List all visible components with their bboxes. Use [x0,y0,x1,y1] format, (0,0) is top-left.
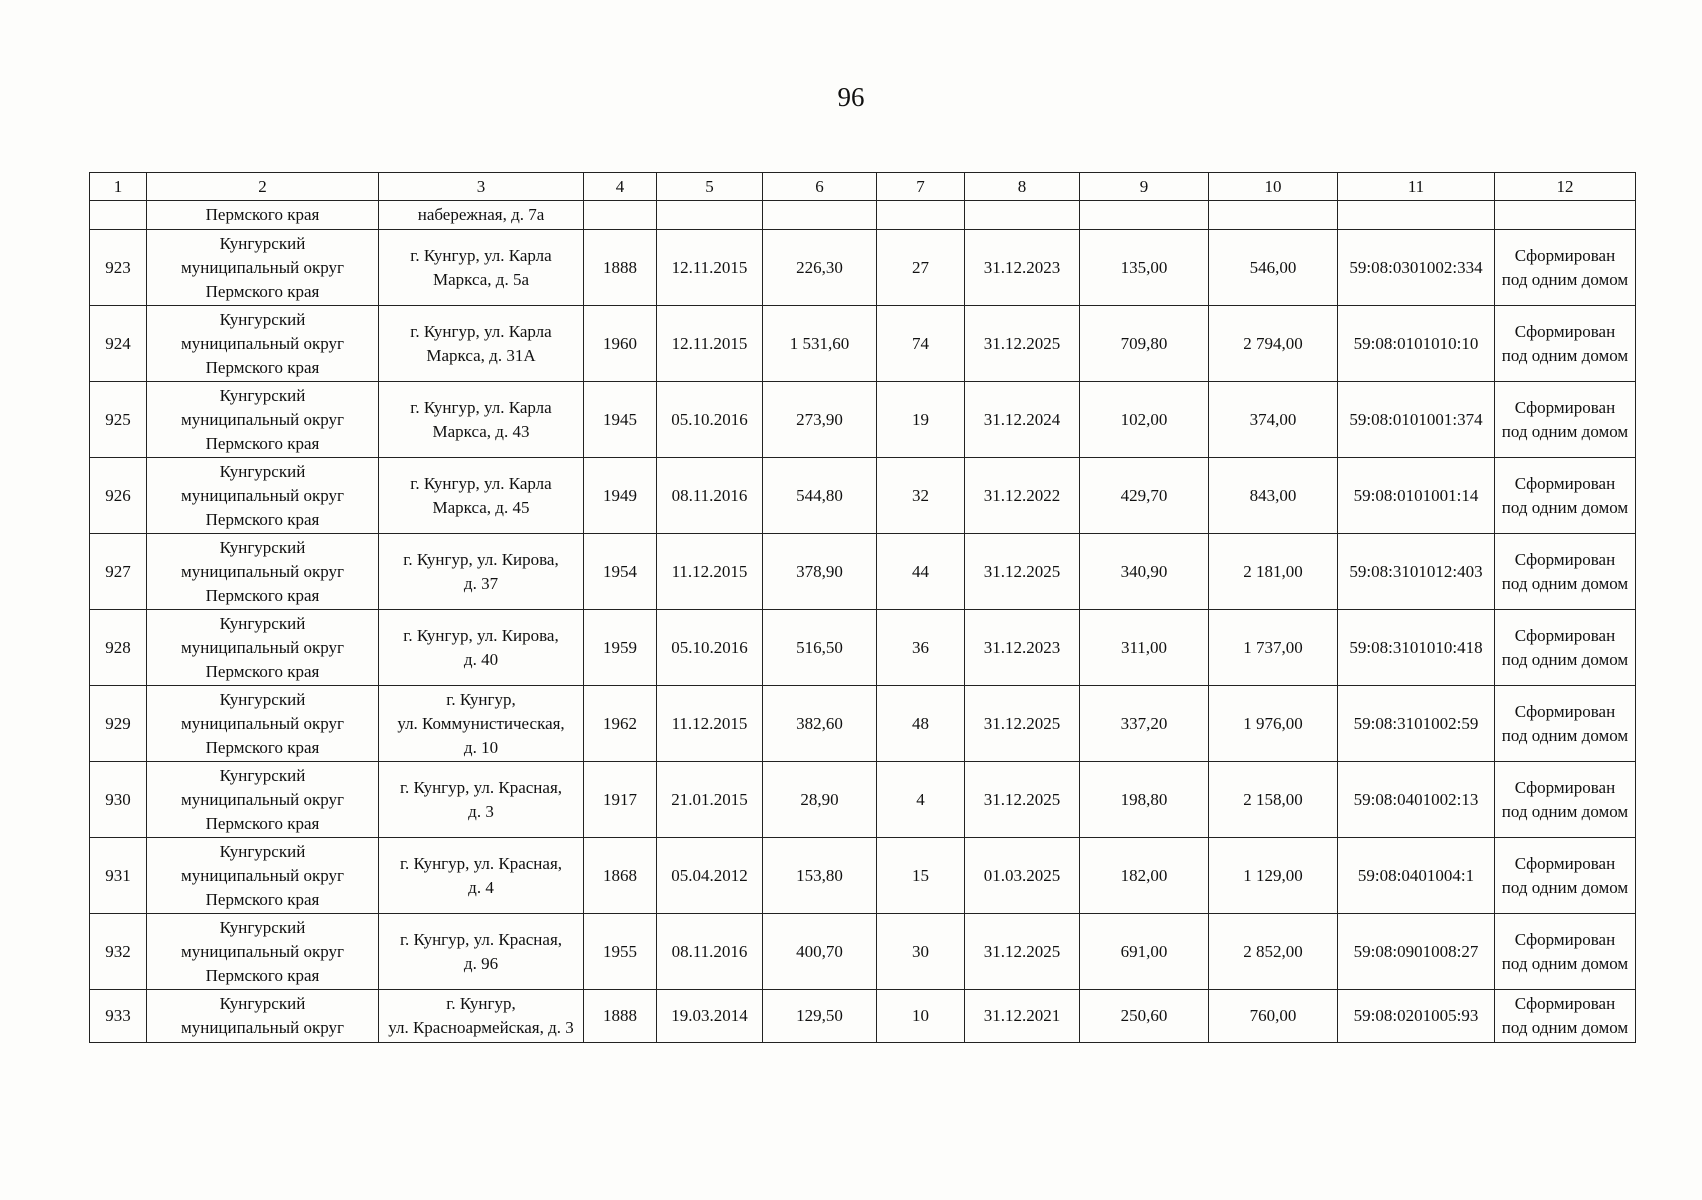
status-cell-line: под одним домом [1501,573,1629,593]
status-cell-line: Сформирован [1514,701,1616,721]
address-cell-line: г. Кунгур, ул. Карла [410,321,552,341]
area-cell: 273,90 [763,382,877,458]
date-recognized-cell: 11.12.2015 [657,686,763,762]
planned-date-cell: 01.03.2025 [965,838,1080,914]
status-cell-line: под одним домом [1501,877,1629,897]
value10-cell: 1 737,00 [1209,610,1338,686]
year-cell: 1945 [584,382,657,458]
row-number: 927 [90,534,147,610]
value10-cell: 2 794,00 [1209,306,1338,382]
residents-cell: 36 [877,610,965,686]
row-number: 928 [90,610,147,686]
address-cell [379,534,584,610]
year-cell: 1868 [584,838,657,914]
value9-cell: 337,20 [1080,686,1209,762]
owner-cell-line: муниципальный округ [180,865,345,885]
owner-cell [147,838,379,914]
owner-cell [147,914,379,990]
planned-date-cell: 31.12.2025 [965,914,1080,990]
year-cell: 1955 [584,914,657,990]
status-cell-line: Сформирован [1514,321,1616,341]
column-number-row [90,173,1636,201]
status-cell-line: под одним домом [1501,421,1629,441]
planned-date-cell: 31.12.2025 [965,686,1080,762]
address-cell-line: Маркса, д. 45 [432,497,530,517]
planned-date-cell: 31.12.2025 [965,534,1080,610]
status-cell [1495,914,1636,990]
continuation-cell [1209,201,1338,230]
address-cell-line: г. Кунгур, ул. Карла [410,473,552,493]
status-cell-line: Сформирован [1514,625,1616,645]
owner-cell-line: Пермского края [205,357,320,377]
area-cell: 153,80 [763,838,877,914]
status-cell [1495,534,1636,610]
value9-cell: 250,60 [1080,990,1209,1043]
owner-cell-line: муниципальный округ [180,637,345,657]
cadastral-number-cell: 59:08:3101012:403 [1338,534,1495,610]
owner-cell-line: Кунгурский [219,613,306,633]
date-recognized-cell: 11.12.2015 [657,534,763,610]
planned-date-cell: 31.12.2022 [965,458,1080,534]
cadastral-number-cell: 59:08:0201005:93 [1338,990,1495,1043]
column-header-5: 5 [657,173,763,201]
owner-cell-line: муниципальный округ [180,485,345,505]
column-header-9: 9 [1080,173,1209,201]
address-cell-line: Маркса, д. 5а [433,269,529,289]
address-cell [379,306,584,382]
address-cell-line: Маркса, д. 43 [432,421,530,441]
year-cell: 1959 [584,610,657,686]
value10-cell: 1 129,00 [1209,838,1338,914]
value9-cell: 311,00 [1080,610,1209,686]
status-cell-line: под одним домом [1501,953,1629,973]
status-cell-line: Сформирован [1514,929,1616,949]
residents-cell: 19 [877,382,965,458]
row-number: 923 [90,230,147,306]
owner-cell [147,686,379,762]
row-number: 924 [90,306,147,382]
cadastral-number-cell: 59:08:3101002:59 [1338,686,1495,762]
table-row [90,458,1636,534]
status-cell [1495,458,1636,534]
planned-date-cell: 31.12.2021 [965,990,1080,1043]
row-number: 933 [90,990,147,1043]
area-cell: 544,80 [763,458,877,534]
owner-cell [147,610,379,686]
table-body [90,173,1636,1043]
date-recognized-cell: 08.11.2016 [657,914,763,990]
area-cell: 382,60 [763,686,877,762]
value9-cell: 135,00 [1080,230,1209,306]
planned-date-cell: 31.12.2023 [965,230,1080,306]
owner-cell [147,458,379,534]
status-cell [1495,686,1636,762]
address-cell-line: д. 10 [463,737,499,757]
address-cell-line: ул. Красноармейская, д. 3 [388,1018,574,1037]
address-cell-line: г. Кунгур, ул. Карла [410,397,552,417]
value9-cell: 691,00 [1080,914,1209,990]
owner-cell-line: Кунгурский [219,765,306,785]
owner-cell-line: муниципальный округ [180,257,345,277]
owner-cell-line: Кунгурский [219,537,306,557]
table-row [90,534,1636,610]
address-cell [379,610,584,686]
address-cell-line: г. Кунгур, ул. Кирова, [403,625,559,645]
area-cell: 378,90 [763,534,877,610]
value9-cell: 102,00 [1080,382,1209,458]
owner-cell [147,382,379,458]
area-cell: 129,50 [763,990,877,1043]
area-cell: 28,90 [763,762,877,838]
owner-cell-line: Кунгурский [219,994,306,1013]
status-cell [1495,990,1636,1043]
address-cell [379,458,584,534]
status-cell [1495,306,1636,382]
status-cell-line: под одним домом [1501,649,1629,669]
owner-cell-line: Кунгурский [219,385,306,405]
owner-cell-line: муниципальный округ [180,1018,345,1037]
year-cell: 1960 [584,306,657,382]
value9-cell: 340,90 [1080,534,1209,610]
date-recognized-cell: 08.11.2016 [657,458,763,534]
owner-cell-line: Кунгурский [219,233,306,253]
year-cell: 1962 [584,686,657,762]
owner-cell [147,534,379,610]
value10-cell: 2 158,00 [1209,762,1338,838]
date-recognized-cell: 21.01.2015 [657,762,763,838]
cadastral-number-cell: 59:08:0301002:334 [1338,230,1495,306]
cadastral-number-cell: 59:08:0401002:13 [1338,762,1495,838]
owner-cell-line: муниципальный округ [180,941,345,961]
value10-cell: 2 852,00 [1209,914,1338,990]
continuation-row [90,201,1636,230]
row-number: 930 [90,762,147,838]
residents-cell: 15 [877,838,965,914]
status-cell [1495,610,1636,686]
continuation-cell [1495,201,1636,230]
status-cell-line: Сформирован [1514,994,1616,1013]
continuation-cell [877,201,965,230]
cadastral-number-cell: 59:08:0101001:14 [1338,458,1495,534]
table-row [90,230,1636,306]
table-row [90,990,1636,1043]
continuation-cell [584,201,657,230]
planned-date-cell: 31.12.2023 [965,610,1080,686]
planned-date-cell: 31.12.2024 [965,382,1080,458]
continuation-cell: Пермского края [147,201,379,230]
column-header-12: 12 [1495,173,1636,201]
row-number: 929 [90,686,147,762]
owner-cell [147,762,379,838]
column-header-8: 8 [965,173,1080,201]
owner-cell-line: муниципальный округ [180,409,345,429]
table-row [90,306,1636,382]
value10-cell: 546,00 [1209,230,1338,306]
status-cell [1495,762,1636,838]
address-cell-line: д. 40 [463,649,499,669]
owner-cell-line: Пермского края [205,661,320,681]
area-cell: 400,70 [763,914,877,990]
address-cell-line: г. Кунгур, [446,994,516,1013]
owner-cell-line: Пермского края [205,965,320,985]
cadastral-number-cell: 59:08:0901008:27 [1338,914,1495,990]
status-cell-line: под одним домом [1501,1018,1629,1037]
status-cell [1495,838,1636,914]
owner-cell-line: муниципальный округ [180,789,345,809]
continuation-cell: набережная, д. 7а [379,201,584,230]
residents-cell: 48 [877,686,965,762]
owner-cell-line: Пермского края [205,433,320,453]
status-cell-line: Сформирован [1514,397,1616,417]
year-cell: 1888 [584,230,657,306]
owner-cell-line: Кунгурский [219,917,306,937]
owner-cell-line: Пермского края [205,813,320,833]
residents-cell: 27 [877,230,965,306]
status-cell-line: Сформирован [1514,473,1616,493]
owner-cell-line: Пермского края [205,281,320,301]
year-cell: 1888 [584,990,657,1043]
owner-cell-line: муниципальный округ [180,713,345,733]
status-cell-line: Сформирован [1514,853,1616,873]
owner-cell [147,990,379,1043]
date-recognized-cell: 19.03.2014 [657,990,763,1043]
cadastral-number-cell: 59:08:0101001:374 [1338,382,1495,458]
address-cell-line: ул. Коммунистическая, [397,713,565,733]
value9-cell: 198,80 [1080,762,1209,838]
status-cell-line: под одним домом [1501,345,1629,365]
area-cell: 516,50 [763,610,877,686]
value10-cell: 760,00 [1209,990,1338,1043]
residents-cell: 30 [877,914,965,990]
owner-cell-line: Кунгурский [219,461,306,481]
continuation-cell [1080,201,1209,230]
address-cell [379,382,584,458]
owner-cell-line: Пермского края [205,889,320,909]
value10-cell: 374,00 [1209,382,1338,458]
residents-cell: 44 [877,534,965,610]
table-row [90,762,1636,838]
year-cell: 1954 [584,534,657,610]
continuation-cell [1338,201,1495,230]
address-cell-line: г. Кунгур, ул. Красная, [399,853,563,873]
owner-cell [147,306,379,382]
value9-cell: 429,70 [1080,458,1209,534]
status-cell [1495,382,1636,458]
residents-cell: 74 [877,306,965,382]
table-row [90,610,1636,686]
column-header-4: 4 [584,173,657,201]
column-header-1: 1 [90,173,147,201]
status-cell-line: Сформирован [1514,549,1616,569]
value10-cell: 1 976,00 [1209,686,1338,762]
area-cell: 226,30 [763,230,877,306]
table-row [90,686,1636,762]
table-row [90,914,1636,990]
owner-cell-line: Кунгурский [219,689,306,709]
cadastral-number-cell: 59:08:0401004:1 [1338,838,1495,914]
row-number: 926 [90,458,147,534]
address-cell [379,762,584,838]
column-header-11: 11 [1338,173,1495,201]
date-recognized-cell: 05.04.2012 [657,838,763,914]
continuation-cell [90,201,147,230]
page-number: 96 [837,82,865,112]
address-cell-line: г. Кунгур, ул. Кирова, [403,549,559,569]
planned-date-cell: 31.12.2025 [965,762,1080,838]
date-recognized-cell: 05.10.2016 [657,382,763,458]
column-header-10: 10 [1209,173,1338,201]
column-header-6: 6 [763,173,877,201]
value10-cell: 843,00 [1209,458,1338,534]
address-cell-line: д. 96 [463,953,499,973]
column-header-7: 7 [877,173,965,201]
value9-cell: 182,00 [1080,838,1209,914]
address-cell [379,990,584,1043]
status-cell-line: Сформирован [1514,245,1616,265]
address-cell-line: Маркса, д. 31А [426,345,536,365]
date-recognized-cell: 12.11.2015 [657,230,763,306]
owner-cell-line: Пермского края [205,585,320,605]
status-cell-line: под одним домом [1501,801,1629,821]
continuation-cell [965,201,1080,230]
residents-cell: 32 [877,458,965,534]
owner-cell-line: Кунгурский [219,309,306,329]
cadastral-number-cell: 59:08:0101010:10 [1338,306,1495,382]
address-cell-line: г. Кунгур, [446,689,516,709]
year-cell: 1917 [584,762,657,838]
status-cell-line: под одним домом [1501,497,1629,517]
owner-cell [147,230,379,306]
area-cell: 1 531,60 [763,306,877,382]
address-cell-line: г. Кунгур, ул. Карла [410,245,552,265]
address-cell-line: г. Кунгур, ул. Красная, [399,777,563,797]
continuation-cell [657,201,763,230]
date-recognized-cell: 12.11.2015 [657,306,763,382]
owner-cell-line: Пермского края [205,509,320,529]
row-number: 925 [90,382,147,458]
column-header-2: 2 [147,173,379,201]
status-cell-line: Сформирован [1514,777,1616,797]
row-number: 932 [90,914,147,990]
address-cell [379,686,584,762]
owner-cell-line: Кунгурский [219,841,306,861]
owner-cell-line: муниципальный округ [180,333,345,353]
status-cell [1495,230,1636,306]
owner-cell-line: муниципальный округ [180,561,345,581]
address-cell-line: г. Кунгур, ул. Красная, [399,929,563,949]
address-cell [379,914,584,990]
address-cell-line: д. 37 [463,573,499,593]
value10-cell: 2 181,00 [1209,534,1338,610]
cadastral-number-cell: 59:08:3101010:418 [1338,610,1495,686]
address-cell-line: д. 3 [468,801,494,821]
year-cell: 1949 [584,458,657,534]
date-recognized-cell: 05.10.2016 [657,610,763,686]
address-cell [379,230,584,306]
address-cell [379,838,584,914]
residents-cell: 4 [877,762,965,838]
owner-cell-line: Пермского края [205,737,320,757]
value9-cell: 709,80 [1080,306,1209,382]
row-number: 931 [90,838,147,914]
residents-cell: 10 [877,990,965,1043]
status-cell-line: под одним домом [1501,269,1629,289]
housing-registry-table [89,172,1636,1043]
address-cell-line: д. 4 [468,877,494,897]
column-header-3: 3 [379,173,584,201]
table-row [90,382,1636,458]
status-cell-line: под одним домом [1501,725,1629,745]
planned-date-cell: 31.12.2025 [965,306,1080,382]
table-row [90,838,1636,914]
continuation-cell [763,201,877,230]
